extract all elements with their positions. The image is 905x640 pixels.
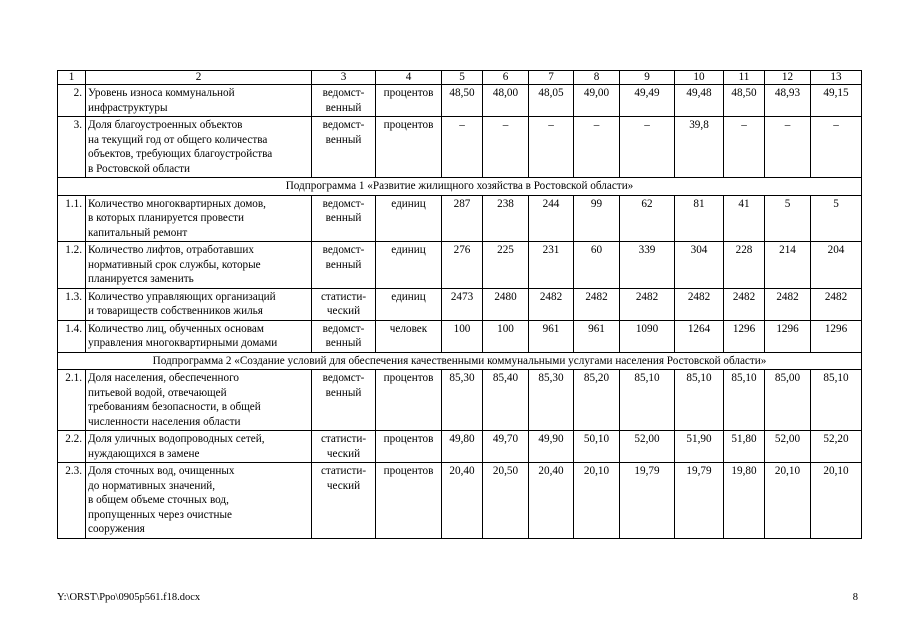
- unit: процентов: [376, 370, 442, 431]
- value-cell: 48,93: [765, 85, 811, 117]
- header-cell: 1: [58, 71, 86, 85]
- table-row: [58, 288, 862, 320]
- value-cell: 961: [529, 320, 574, 352]
- value-cell: 5: [765, 195, 811, 242]
- table-row: [58, 463, 862, 539]
- value-cell: 238: [483, 195, 529, 242]
- value-cell: 339: [620, 242, 675, 289]
- value-cell: 62: [620, 195, 675, 242]
- table-row: [58, 195, 862, 242]
- value-cell: 2482: [574, 288, 620, 320]
- indicator-type: статисти- ческий: [312, 463, 376, 539]
- indicator-type: ведомст- венный: [312, 370, 376, 431]
- value-cell: 85,00: [765, 370, 811, 431]
- subprogram-row: [58, 352, 862, 370]
- value-cell: 100: [483, 320, 529, 352]
- row-number: 1.2.: [58, 242, 86, 289]
- indicator-type: ведомст- венный: [312, 320, 376, 352]
- unit: процентов: [376, 463, 442, 539]
- header-cell: 3: [312, 71, 376, 85]
- value-cell: 244: [529, 195, 574, 242]
- value-cell: 49,15: [811, 85, 862, 117]
- header-cell: 11: [724, 71, 765, 85]
- value-cell: 20,10: [811, 463, 862, 539]
- value-cell: 85,10: [724, 370, 765, 431]
- value-cell: 49,80: [442, 431, 483, 463]
- indicator-name: Доля уличных водопроводных сетей, нуждающихся в замене: [86, 431, 312, 463]
- value-cell: 2473: [442, 288, 483, 320]
- value-cell: 1296: [724, 320, 765, 352]
- unit: единиц: [376, 288, 442, 320]
- value-cell: 49,00: [574, 85, 620, 117]
- value-cell: 81: [675, 195, 724, 242]
- unit: процентов: [376, 85, 442, 117]
- value-cell: 2482: [724, 288, 765, 320]
- row-number: 2.1.: [58, 370, 86, 431]
- indicator-name: Уровень износа коммунальной инфраструктуры: [86, 85, 312, 117]
- header-cell: 2: [86, 71, 312, 85]
- value-cell: 287: [442, 195, 483, 242]
- value-cell: 52,20: [811, 431, 862, 463]
- unit: человек: [376, 320, 442, 352]
- value-cell: 48,05: [529, 85, 574, 117]
- value-cell: 50,10: [574, 431, 620, 463]
- value-cell: 2482: [620, 288, 675, 320]
- row-number: 2.: [58, 85, 86, 117]
- value-cell: 51,90: [675, 431, 724, 463]
- indicator-type: ведомст- венный: [312, 195, 376, 242]
- indicator-name: Доля сточных вод, очищенных до нормативных значений, в общем объеме сточных вод, пропущенных через очистные сооружения: [86, 463, 312, 539]
- value-cell: 48,50: [724, 85, 765, 117]
- value-cell: 20,50: [483, 463, 529, 539]
- value-cell: 2480: [483, 288, 529, 320]
- value-cell: –: [442, 117, 483, 178]
- table-row: [58, 117, 862, 178]
- value-cell: –: [765, 117, 811, 178]
- value-cell: –: [574, 117, 620, 178]
- value-cell: 48,00: [483, 85, 529, 117]
- row-number: 1.1.: [58, 195, 86, 242]
- indicator-name: Количество лифтов, отработавших нормативный срок службы, которые планируется заменить: [86, 242, 312, 289]
- value-cell: 1090: [620, 320, 675, 352]
- value-cell: –: [483, 117, 529, 178]
- unit: единиц: [376, 195, 442, 242]
- indicator-name: Доля благоустроенных объектов на текущий год от общего количества объектов, требующих благоустройства в Ростовской области: [86, 117, 312, 178]
- subprogram-title: Подпрограмма 2 «Создание условий для обеспечения качественными коммунальными услугами населения Ростовской области»: [58, 352, 862, 370]
- value-cell: 20,10: [765, 463, 811, 539]
- row-number: 1.4.: [58, 320, 86, 352]
- indicator-type: статисти- ческий: [312, 431, 376, 463]
- value-cell: 276: [442, 242, 483, 289]
- value-cell: 1264: [675, 320, 724, 352]
- value-cell: 85,10: [811, 370, 862, 431]
- header-cell: 7: [529, 71, 574, 85]
- subprogram-title: Подпрограмма 1 «Развитие жилищного хозяйства в Ростовской области»: [58, 178, 862, 196]
- header-cell: 13: [811, 71, 862, 85]
- value-cell: 214: [765, 242, 811, 289]
- row-number: 1.3.: [58, 288, 86, 320]
- row-number: 3.: [58, 117, 86, 178]
- document-page: [57, 70, 861, 539]
- value-cell: 100: [442, 320, 483, 352]
- value-cell: 48,50: [442, 85, 483, 117]
- table-header-row: [58, 71, 862, 85]
- value-cell: 49,49: [620, 85, 675, 117]
- value-cell: 51,80: [724, 431, 765, 463]
- unit: процентов: [376, 117, 442, 178]
- value-cell: 85,10: [620, 370, 675, 431]
- header-cell: 9: [620, 71, 675, 85]
- unit: единиц: [376, 242, 442, 289]
- value-cell: 19,79: [675, 463, 724, 539]
- table-row: [58, 431, 862, 463]
- header-cell: 10: [675, 71, 724, 85]
- table-row: [58, 242, 862, 289]
- subprogram-row: [58, 178, 862, 196]
- indicator-name: Количество лиц, обученных основам управления многоквартирными домами: [86, 320, 312, 352]
- indicator-type: ведомст- венный: [312, 117, 376, 178]
- value-cell: 1296: [811, 320, 862, 352]
- table-row: [58, 85, 862, 117]
- value-cell: 41: [724, 195, 765, 242]
- value-cell: 2482: [765, 288, 811, 320]
- indicators-table: [57, 70, 862, 539]
- value-cell: 19,80: [724, 463, 765, 539]
- indicator-type: ведомст- венный: [312, 242, 376, 289]
- value-cell: 1296: [765, 320, 811, 352]
- value-cell: 52,00: [620, 431, 675, 463]
- value-cell: –: [620, 117, 675, 178]
- value-cell: 49,90: [529, 431, 574, 463]
- value-cell: 85,10: [675, 370, 724, 431]
- value-cell: 2482: [529, 288, 574, 320]
- value-cell: 2482: [675, 288, 724, 320]
- value-cell: 49,70: [483, 431, 529, 463]
- value-cell: 304: [675, 242, 724, 289]
- indicator-name: Количество управляющих организаций и товариществ собственников жилья: [86, 288, 312, 320]
- unit: процентов: [376, 431, 442, 463]
- value-cell: 231: [529, 242, 574, 289]
- value-cell: 2482: [811, 288, 862, 320]
- value-cell: 52,00: [765, 431, 811, 463]
- row-number: 2.2.: [58, 431, 86, 463]
- value-cell: 20,40: [529, 463, 574, 539]
- value-cell: 85,30: [442, 370, 483, 431]
- value-cell: 49,48: [675, 85, 724, 117]
- table-body: [58, 71, 862, 539]
- value-cell: –: [724, 117, 765, 178]
- value-cell: 85,40: [483, 370, 529, 431]
- value-cell: 225: [483, 242, 529, 289]
- value-cell: 99: [574, 195, 620, 242]
- value-cell: –: [811, 117, 862, 178]
- value-cell: 204: [811, 242, 862, 289]
- value-cell: 85,30: [529, 370, 574, 431]
- value-cell: 5: [811, 195, 862, 242]
- table-row: [58, 370, 862, 431]
- indicator-type: ведомст- венный: [312, 85, 376, 117]
- header-cell: 4: [376, 71, 442, 85]
- indicator-name: Количество многоквартирных домов, в которых планируется провести капитальный ремонт: [86, 195, 312, 242]
- value-cell: 961: [574, 320, 620, 352]
- value-cell: 60: [574, 242, 620, 289]
- value-cell: 39,8: [675, 117, 724, 178]
- header-cell: 5: [442, 71, 483, 85]
- value-cell: 20,40: [442, 463, 483, 539]
- value-cell: 20,10: [574, 463, 620, 539]
- value-cell: 85,20: [574, 370, 620, 431]
- table-row: [58, 320, 862, 352]
- header-cell: 8: [574, 71, 620, 85]
- value-cell: 19,79: [620, 463, 675, 539]
- footer-file-path: Y:\ORST\Ppo\0905p561.f18.docx: [57, 592, 201, 603]
- value-cell: –: [529, 117, 574, 178]
- indicator-name: Доля населения, обеспеченного питьевой водой, отвечающей требованиям безопасности, в общей численности населения области: [86, 370, 312, 431]
- indicator-type: статисти- ческий: [312, 288, 376, 320]
- header-cell: 12: [765, 71, 811, 85]
- row-number: 2.3.: [58, 463, 86, 539]
- value-cell: 228: [724, 242, 765, 289]
- footer-page-number: 8: [852, 592, 858, 603]
- header-cell: 6: [483, 71, 529, 85]
